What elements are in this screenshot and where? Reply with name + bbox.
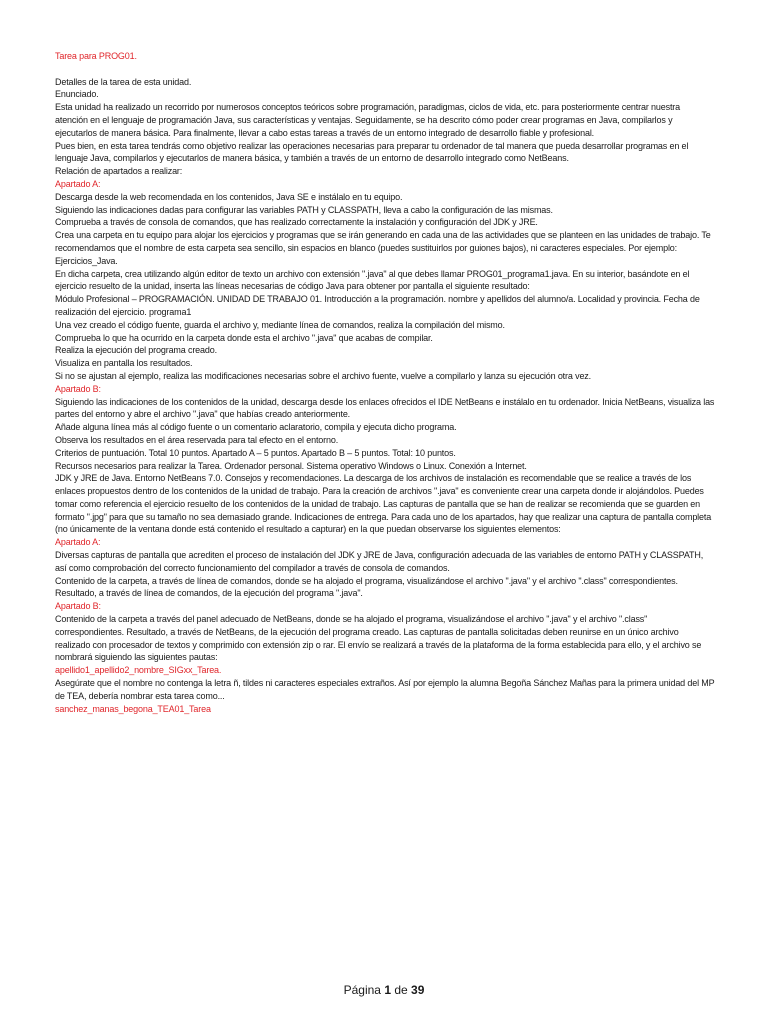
paragraph: Siguiendo las indicaciones de los contenidos de la unidad, descarga desde los enlaces ofrecidos el IDE NetBeans e instálalo en tu ordenador. Inicia NetBeans, visualiza las partes del entorno y abre el archivo ".java" que habías creado anteriormente. [55, 396, 715, 420]
section-heading: Apartado B: [55, 601, 101, 612]
section-heading: Apartado A: [55, 537, 101, 548]
paragraph: Pues bien, en esta tarea tendrás como objetivo realizar las operaciones necesarias para preparar tu ordenador de tal manera que pueda desarrollar programas en el lenguaje Java, compilarlos y ejecutarlos de manera básica, y también a través de un entorno de desarrollo integrado como NetBeans. [55, 140, 689, 164]
paragraph: Contenido de la carpeta a través del panel adecuado de NetBeans, donde se ha alojado el programa, visualizándose el archivo ".java" y el archivo ".class" correspondientes. Resultado, a través de NetBeans, de la ejecución del programa creado. Las capturas de pantalla solicitadas deben reunirse en un único archivo realizado con procesador de textos y comprimido con extensión zip o rar. El envío se realizará a través de la plataforma de la forma establecida para ello, y el archivo se nombrará siguiendo las siguientes pautas: [55, 614, 702, 663]
paragraph: Relación de apartados a realizar: [55, 166, 183, 177]
paragraph: Detalles de la tarea de esta unidad. [55, 76, 192, 87]
paragraph: Añade alguna línea más al código fuente o un comentario aclaratorio, compila y ejecuta dicho programa. [55, 422, 457, 433]
paragraph: Observa los resultados en el área reservada para tal efecto en el entorno. [55, 434, 339, 445]
paragraph: Comprueba a través de consola de comandos, que has realizado correctamente la instalación y configuración del JDK y JRE. [55, 217, 538, 228]
current-page-number: 1 [384, 983, 391, 997]
paragraph-list [55, 76, 715, 716]
paragraph: Realiza la ejecución del programa creado. [55, 345, 217, 356]
paragraph: Asegúrate que el nombre no contenga la letra ñ, tildes ni caracteres especiales extraños. Así por ejemplo la alumna Begoña Sánchez Mañas para la primera unidad del MP de TEA, debería nombrar esta tarea como... [55, 678, 715, 701]
paragraph: Descarga desde la web recomendada en los contenidos, Java SE e instálalo en tu equipo. [55, 191, 403, 202]
paragraph: Criterios de puntuación. Total 10 puntos. Apartado A – 5 puntos. Apartado B – 5 puntos. Total: 10 puntos. [55, 447, 456, 458]
section-heading: sanchez_manas_begona_TEA01_Tarea [55, 703, 211, 714]
paragraph: Una vez creado el código fuente, guarda el archivo y, mediante línea de comandos, realiza la compilación del mismo. [55, 319, 505, 330]
section-heading: Apartado B: [55, 383, 101, 394]
title-spacer [55, 63, 715, 76]
paragraph: Diversas capturas de pantalla que acrediten el proceso de instalación del JDK y JRE de Java, configuración adecuada de las variables de entorno PATH y CLASSPATH, así como comprobación del correcto funcionamiento del compilador a través de consola de comandos. [55, 550, 704, 573]
total-pages-number: 39 [411, 983, 425, 997]
paragraph: En dicha carpeta, crea utilizando algún editor de texto un archivo con extensión ".java" al que debes llamar PROG01_programa1.java. En su interior, basándote en el ejercicio resuelto de la unidad, inserta las líneas necesarias de código Java para obtener por pantalla el siguiente resultado: [55, 268, 690, 292]
section-heading: Apartado A: [55, 178, 101, 189]
page-footer [0, 983, 768, 997]
paragraph: Comprueba lo que ha ocurrido en la carpeta donde esta el archivo ".java" que acabas de compilar. [55, 332, 433, 343]
paragraph: Crea una carpeta en tu equipo para alojar los ejercicios y programas que se irán generando en cada una de las actividades que se planteen en las unidades de trabajo. Te recomendamos que el nombre de esta carpeta sea sencillo, sin espacios en blanco (puedes sustituirlos por guiones bajos), ni caracteres especiales. Por ejemplo: Ejercicios_Java. [55, 230, 711, 266]
document-body [55, 50, 715, 715]
paragraph: Resultado, a través de línea de comandos, de la ejecución del programa ".java". [55, 588, 363, 599]
page-separator: de [394, 983, 408, 997]
paragraph: Módulo Profesional – PROGRAMACIÓN. UNIDAD DE TRABAJO 01. Introducción a la programación. nombre y apellidos del alumno/a. Localidad y provincia. Fecha de realización del ejercicio. programa1 [55, 294, 700, 317]
paragraph: JDK y JRE de Java. Entorno NetBeans 7.0. Consejos y recomendaciones. La descarga de los archivos de instalación es recomendable que se realice a través de los enlaces propuestos dentro de los contenidos de la unidad de trabajo. Para la creación de archivos ".java" es conveniente crear una carpeta donde ir alojándolos. Puedes tomar como referencia el ejercicio resuelto de los contenidos de la unidad de trabajo. Las capturas de pantalla que se han de realizar se recomienda que se guarden en formato ".jpg" para que su tamaño no sea demasiado grande. Indicaciones de entrega. Para cada uno de los apartados, hay que realizar una captura de pantalla completa (no únicamente de la ventana donde está contenido el resultado a capturar) en la que puedan observarse los siguientes elementos: [55, 473, 712, 535]
section-heading: apellido1_apellido2_nombre_SIGxx_Tarea. [55, 665, 222, 676]
paragraph: Recursos necesarios para realizar la Tarea. Ordenador personal. Sistema operativo Windows o Linux. Conexión a Internet. [55, 460, 527, 471]
paragraph: Esta unidad ha realizado un recorrido por numerosos conceptos teóricos sobre programación, paradigmas, ciclos de vida, etc. para posteriormente centrar nuestra atención en el lenguaje de programación Java, sus características y ventajas. Seguidamente, se ha descrito cómo poder crear programas en Java, compilarlos y ejecutarlos de manera básica. Para finalmente, llevar a cabo estas tareas a través de un entorno integrado de desarrollo fiable y profesional. [55, 102, 680, 138]
paragraph: Si no se ajustan al ejemplo, realiza las modificaciones necesarias sobre el archivo fuente, vuelve a compilarlo y lanza su ejecución otra vez. [55, 370, 591, 381]
paragraph: Enunciado. [55, 89, 99, 100]
paragraph: Contenido de la carpeta, a través de línea de comandos, donde se ha alojado el programa, visualizándose el archivo ".java" y el archivo ".class" correspondientes. [55, 575, 678, 586]
paragraph: Siguiendo las indicaciones dadas para configurar las variables PATH y CLASSPATH, lleva a cabo la configuración de las mismas. [55, 204, 553, 215]
paragraph: Visualiza en pantalla los resultados. [55, 358, 193, 369]
document-title: Tarea para PROG01. [55, 51, 137, 61]
page-label: Página [343, 983, 381, 997]
